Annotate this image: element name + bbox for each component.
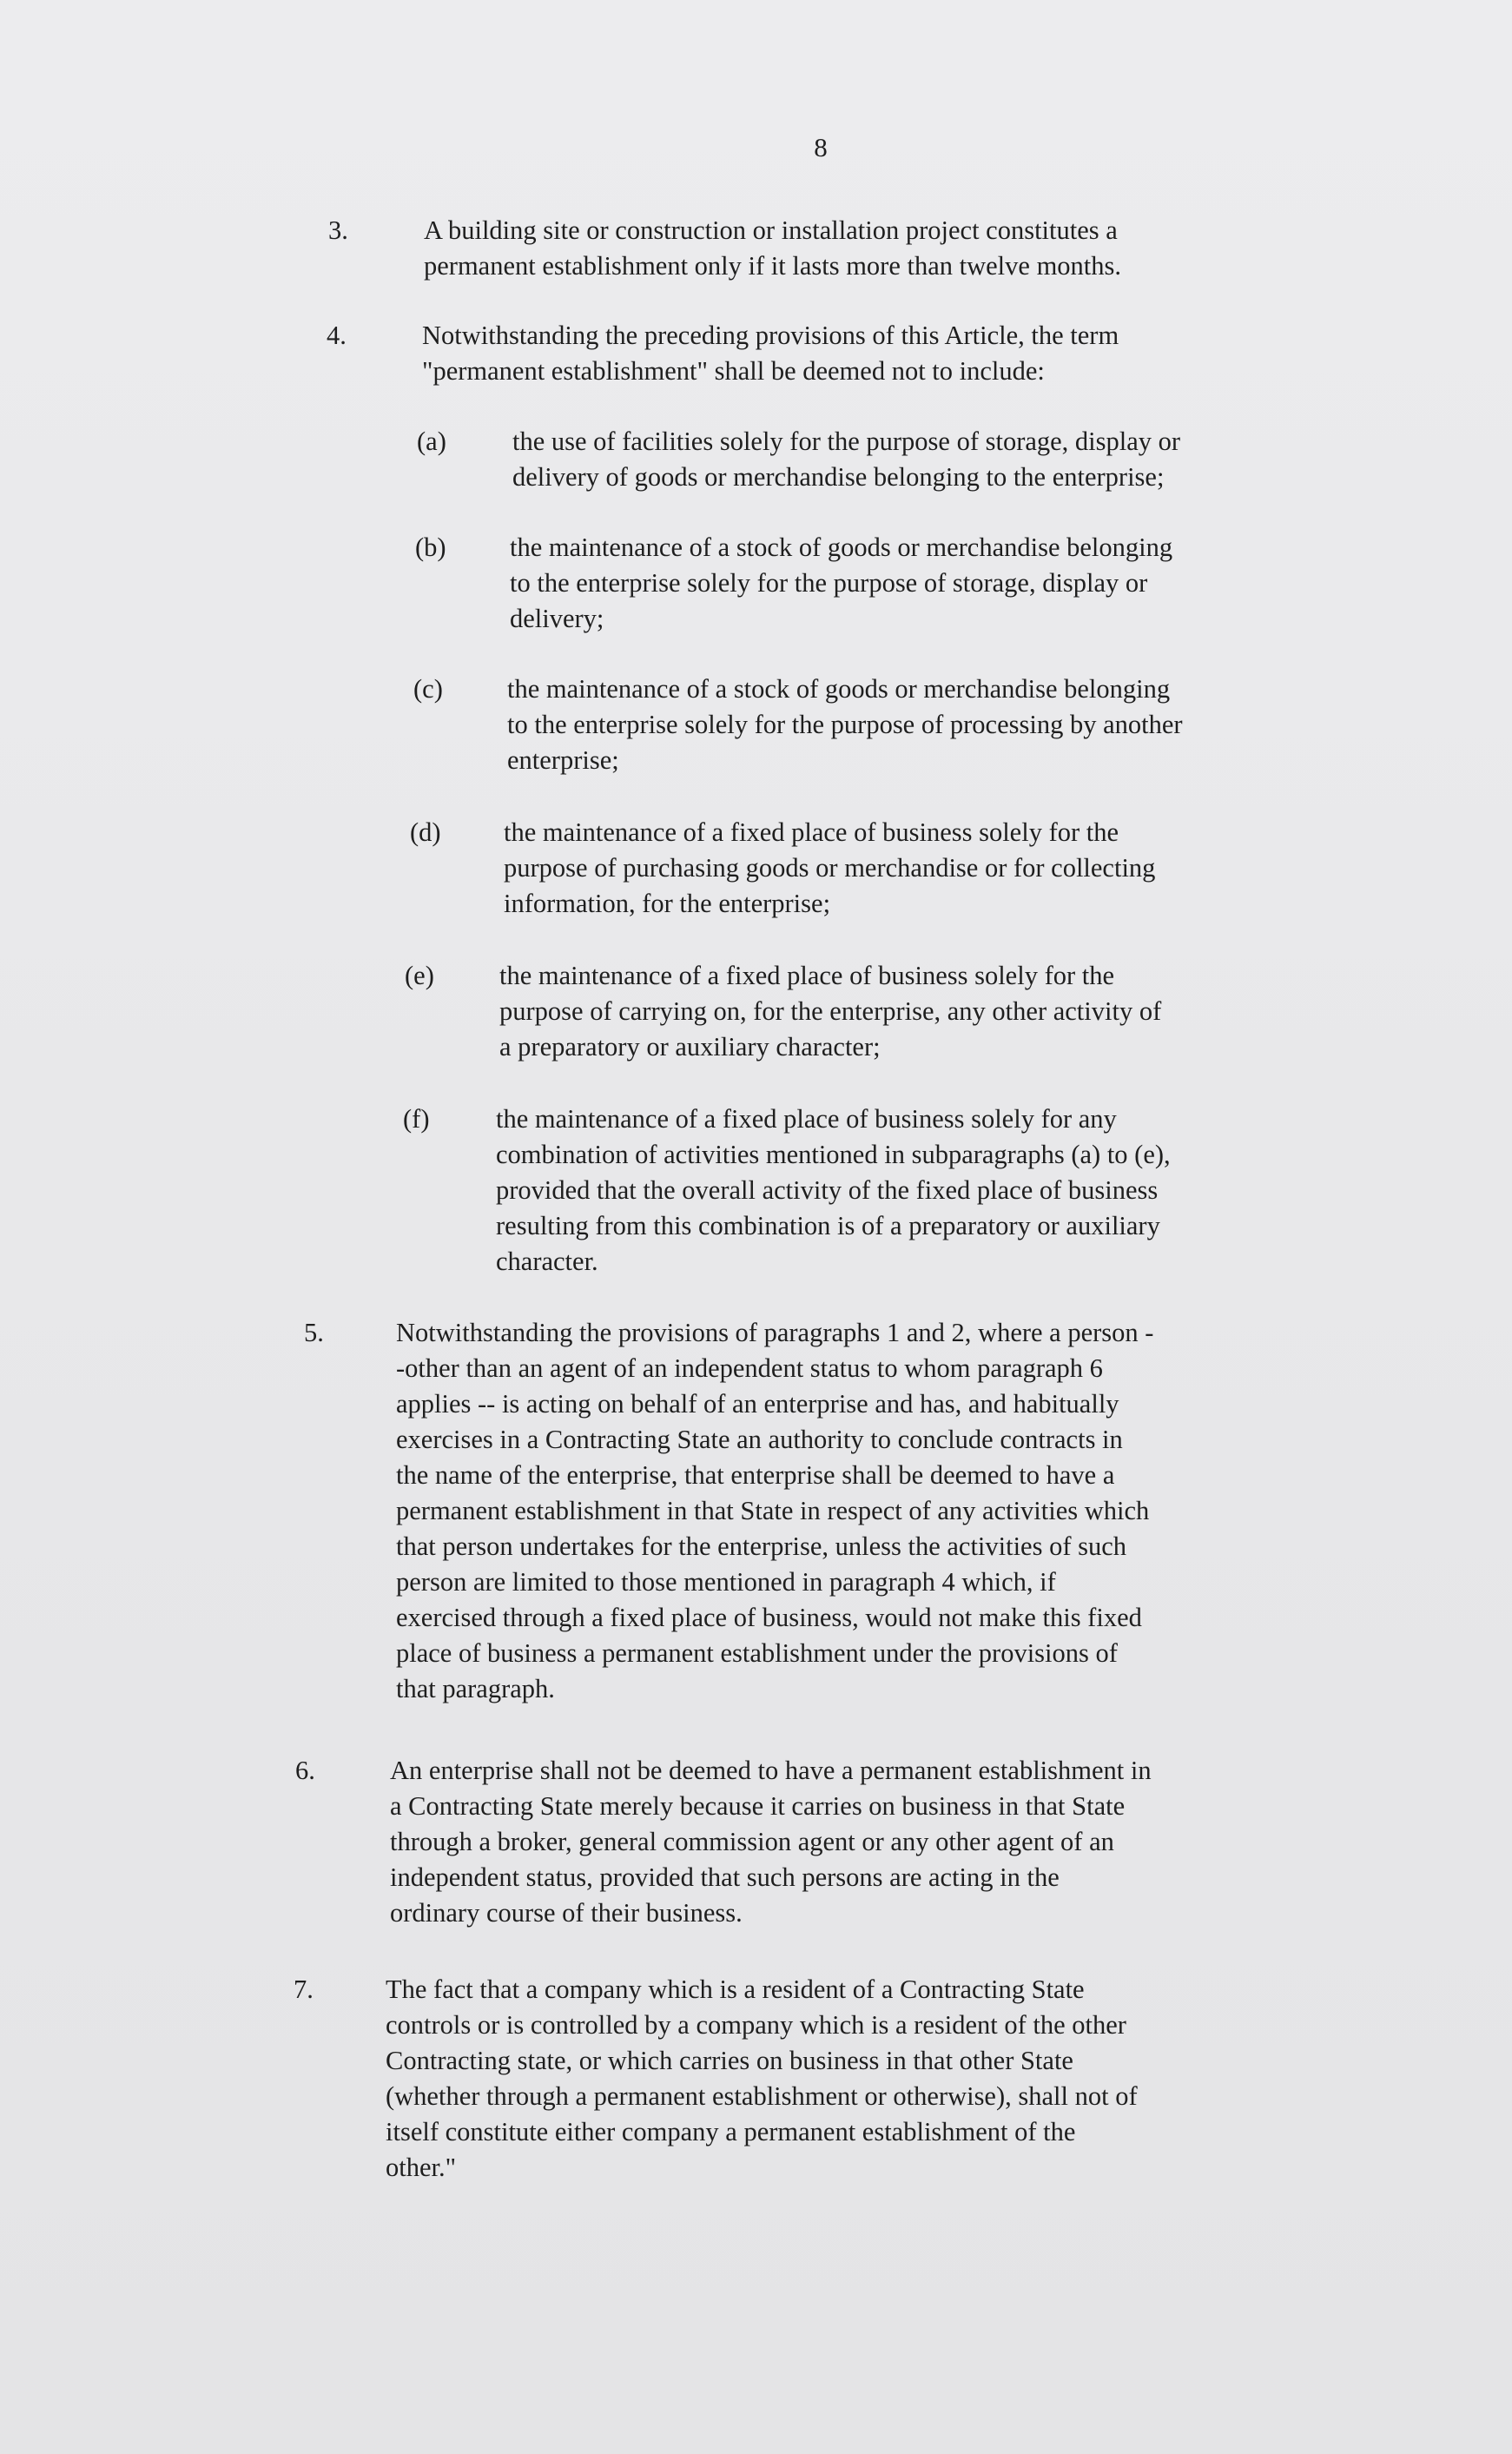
subparagraph-text xyxy=(507,671,1462,778)
text-line: that paragraph. xyxy=(396,1674,555,1703)
text-line: person are limited to those mentioned in paragraph 4 which, if xyxy=(396,1567,1056,1597)
text-line: a preparatory or auxiliary character; xyxy=(499,1032,881,1062)
paragraph-label: 6. xyxy=(295,1756,315,1785)
paragraph-label: 4. xyxy=(327,321,347,350)
text-line: Notwithstanding the provisions of paragraphs 1 and 2, where a person - xyxy=(396,1318,1154,1347)
paragraph-text xyxy=(386,1972,1341,2186)
text-line: independent status, provided that such persons are acting in the xyxy=(390,1862,1060,1892)
text-line: (whether through a permanent establishment or otherwise), shall not of xyxy=(386,2081,1138,2111)
text-line: ordinary course of their business. xyxy=(390,1898,743,1928)
subparagraph-text xyxy=(504,815,1459,922)
text-line: combination of activities mentioned in subparagraphs (a) to (e), xyxy=(496,1140,1171,1169)
text-line: information, for the enterprise; xyxy=(504,889,831,918)
text-line: resulting from this combination is of a preparatory or auxiliary xyxy=(496,1211,1160,1240)
text-line: "permanent establishment" shall be deemed not to include: xyxy=(422,356,1045,386)
paragraph-text xyxy=(390,1753,1345,1931)
text-line: Notwithstanding the preceding provisions of this Article, the term xyxy=(422,321,1119,350)
text-line: the maintenance of a stock of goods or merchandise belonging xyxy=(510,532,1173,562)
paragraph-text xyxy=(422,318,1377,389)
paragraph-label: 7. xyxy=(294,1974,314,2004)
text-line: An enterprise shall not be deemed to have a permanent establishment in xyxy=(390,1756,1152,1785)
subparagraph-text xyxy=(496,1101,1451,1280)
text-line: the maintenance of a fixed place of business solely for any xyxy=(496,1104,1117,1134)
text-line: applies -- is acting on behalf of an enterprise and has, and habitually xyxy=(396,1389,1119,1419)
text-line: Contracting state, or which carries on business in that other State xyxy=(386,2046,1073,2075)
subparagraph-text xyxy=(510,530,1465,637)
text-line: through a broker, general commission agent or any other agent of an xyxy=(390,1827,1114,1856)
text-line: delivery of goods or merchandise belonging to the enterprise; xyxy=(512,462,1165,492)
text-line: character. xyxy=(496,1247,598,1276)
text-line: purpose of purchasing goods or merchandise or for collecting xyxy=(504,853,1156,883)
subparagraph-label: (e) xyxy=(405,961,434,990)
page-number: 8 xyxy=(814,132,828,162)
text-line: itself constitute either company a permanent establishment of the xyxy=(386,2117,1076,2146)
paragraph-text xyxy=(396,1315,1351,1707)
subparagraph-label: (a) xyxy=(417,427,446,456)
text-line: the use of facilities solely for the purpose of storage, display or xyxy=(512,427,1181,456)
text-line: to the enterprise solely for the purpose of processing by another xyxy=(507,710,1183,739)
text-line: provided that the overall activity of the fixed place of business xyxy=(496,1175,1159,1205)
text-line: delivery; xyxy=(510,604,604,633)
subparagraph-label: (c) xyxy=(413,674,443,704)
text-line: the name of the enterprise, that enterprise shall be deemed to have a xyxy=(396,1460,1115,1490)
text-line: place of business a permanent establishment under the provisions of xyxy=(396,1638,1118,1668)
text-line: A building site or construction or installation project constitutes a xyxy=(424,215,1118,245)
text-line: enterprise; xyxy=(507,745,619,775)
paragraph-text xyxy=(424,213,1379,284)
paragraph-label: 3. xyxy=(328,215,348,245)
text-line: that person undertakes for the enterprise, unless the activities of such xyxy=(396,1531,1127,1561)
text-line: the maintenance of a stock of goods or merchandise belonging xyxy=(507,674,1171,704)
text-line: the maintenance of a fixed place of business solely for the xyxy=(499,961,1115,990)
text-line: to the enterprise solely for the purpose of storage, display or xyxy=(510,568,1148,598)
text-line: purpose of carrying on, for the enterprise, any other activity of xyxy=(499,996,1162,1026)
paragraph-label: 5. xyxy=(304,1318,324,1347)
subparagraph-label: (d) xyxy=(410,817,441,847)
subparagraph-text xyxy=(512,424,1468,495)
text-line: -other than an agent of an independent status to whom paragraph 6 xyxy=(396,1353,1103,1383)
subparagraph-label: (f) xyxy=(403,1104,430,1134)
text-line: permanent establishment in that State in respect of any activities which xyxy=(396,1496,1150,1525)
subparagraph-label: (b) xyxy=(415,532,446,562)
text-line: other." xyxy=(386,2153,457,2182)
text-line: exercises in a Contracting State an authority to conclude contracts in xyxy=(396,1425,1123,1454)
text-line: the maintenance of a fixed place of business solely for the xyxy=(504,817,1119,847)
subparagraph-text xyxy=(499,958,1455,1065)
text-line: exercised through a fixed place of business, would not make this fixed xyxy=(396,1603,1142,1632)
text-line: controls or is controlled by a company which is a resident of the other xyxy=(386,2010,1126,2040)
text-line: a Contracting State merely because it carries on business in that State xyxy=(390,1791,1126,1821)
text-line: permanent establishment only if it lasts more than twelve months. xyxy=(424,251,1122,281)
text-line: The fact that a company which is a resident of a Contracting State xyxy=(386,1974,1085,2004)
